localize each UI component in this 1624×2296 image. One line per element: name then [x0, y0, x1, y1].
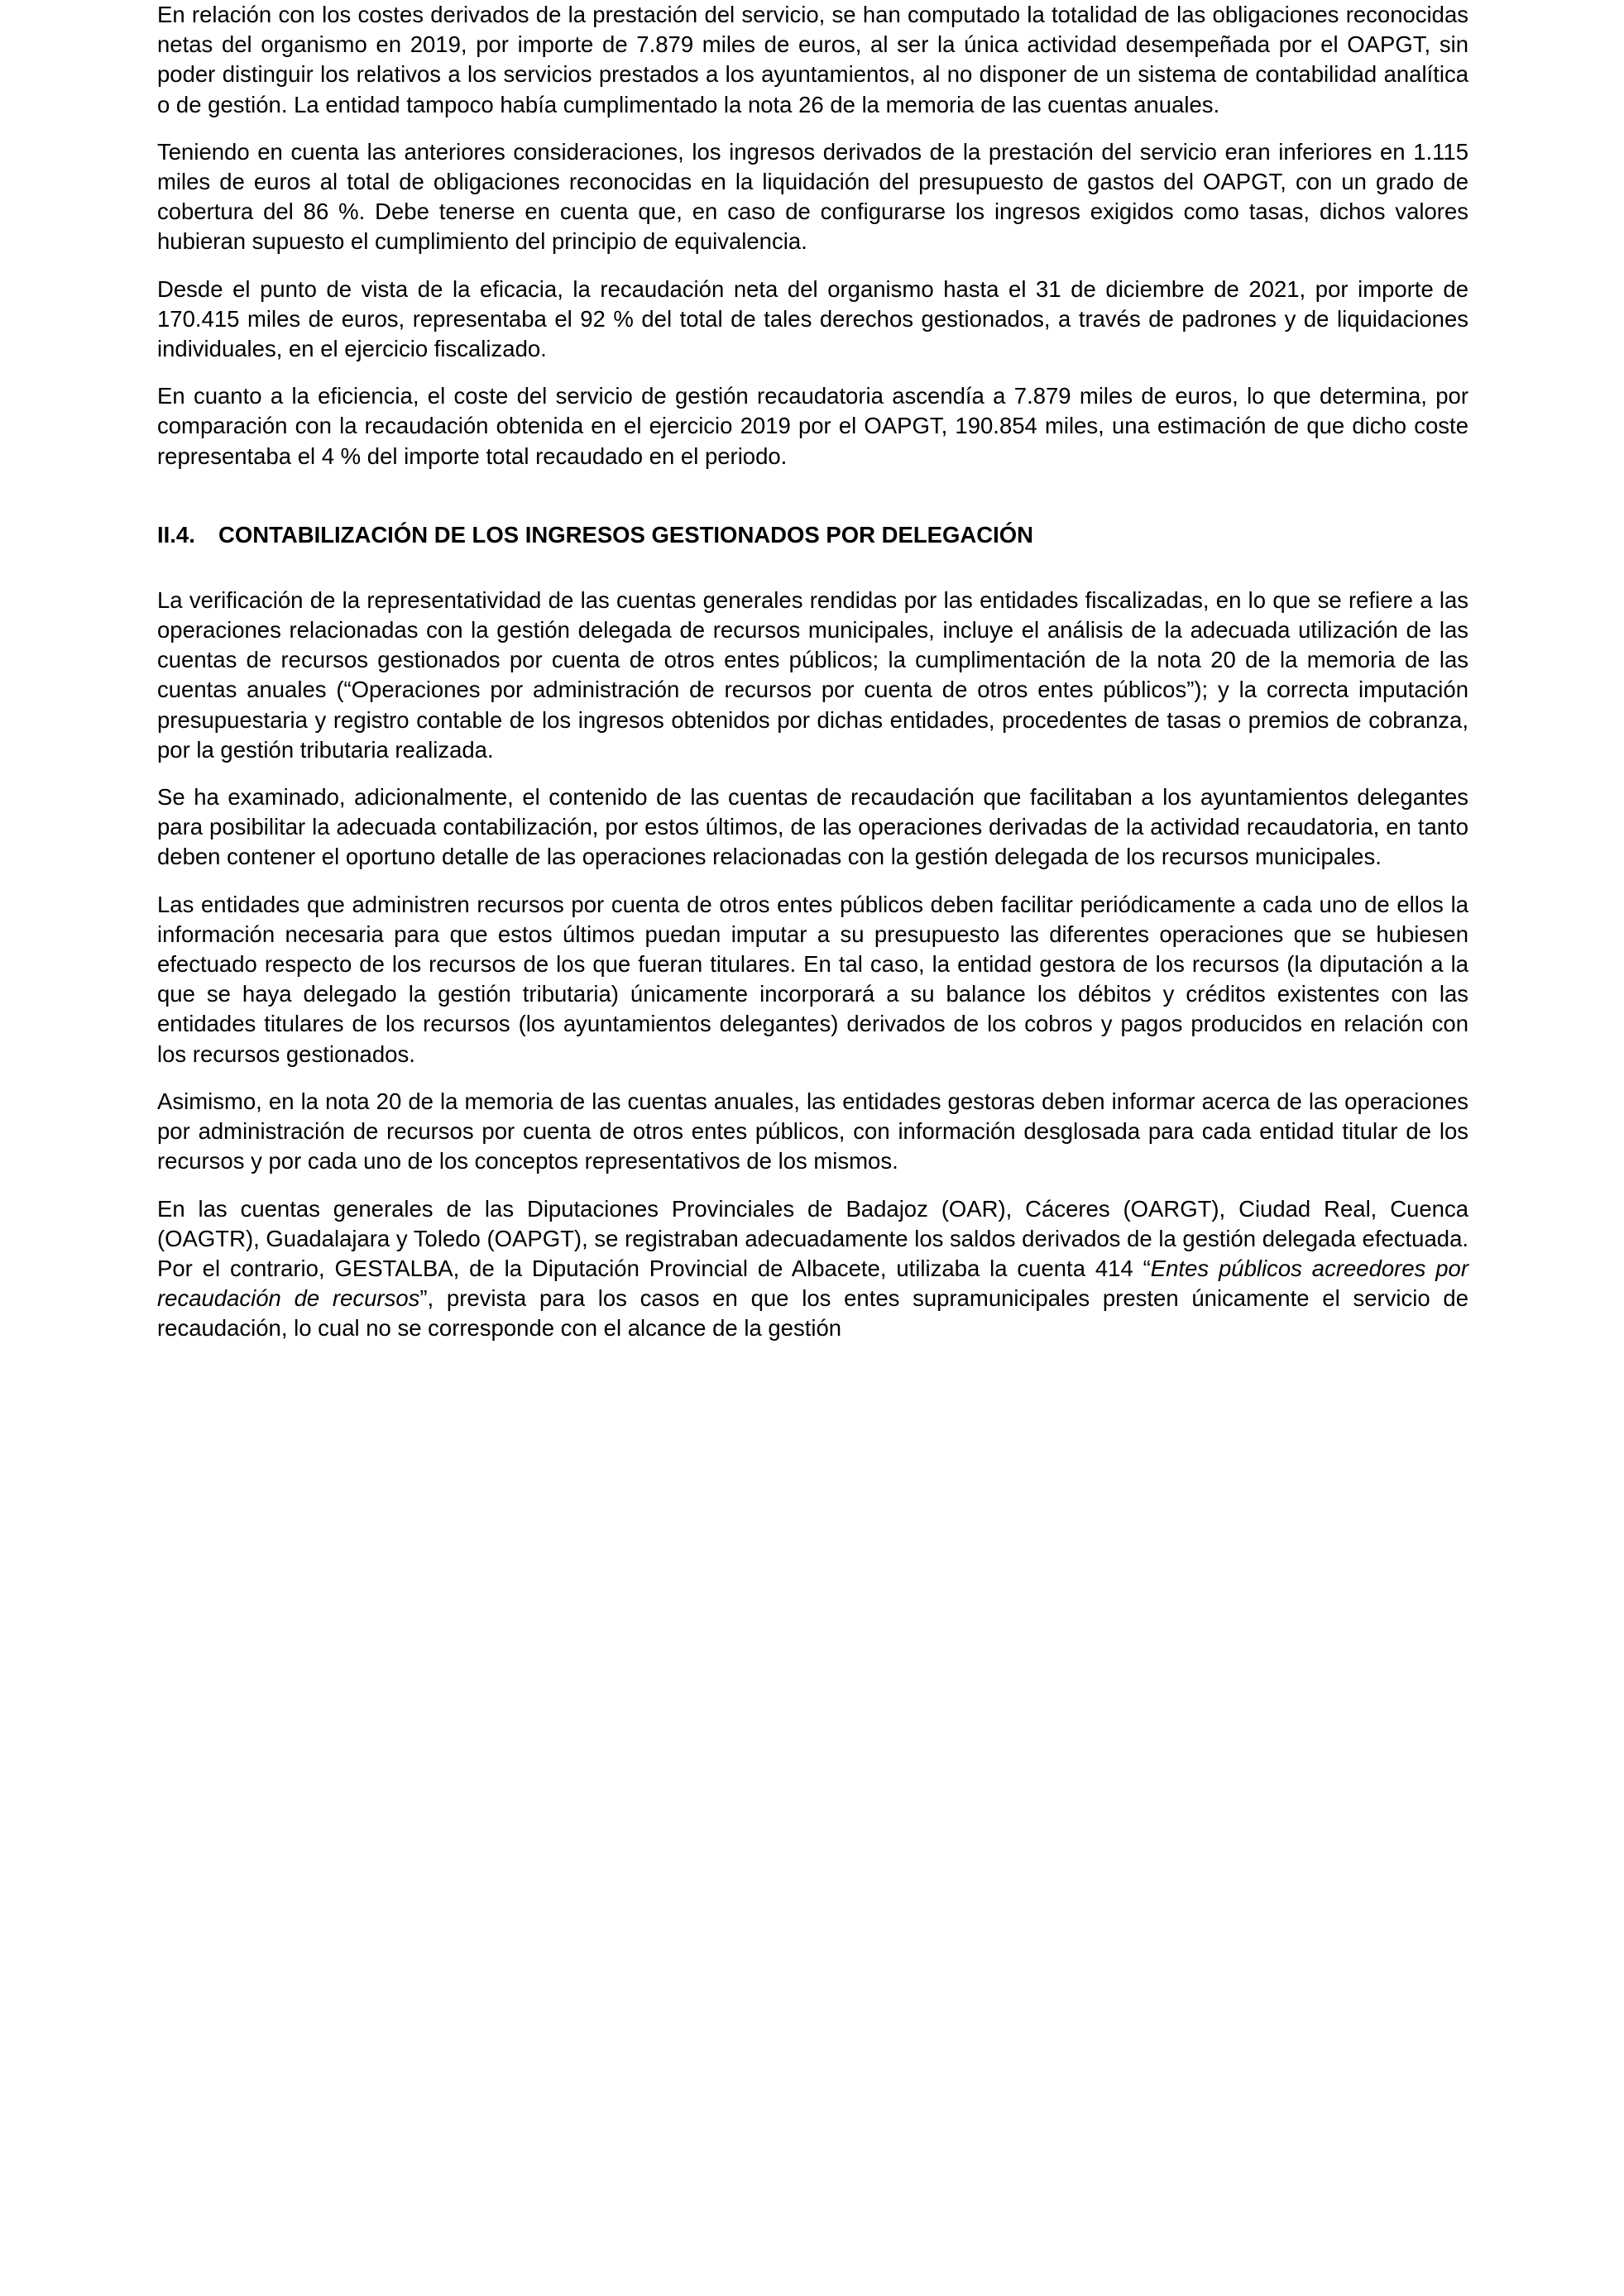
- paragraph-examinado: Se ha examinado, adicionalmente, el contenido de las cuentas de recaudación que facilitaban a los ayuntamientos delegantes para posibilitar la adecuada contabilización, por estos últimos, de las operaciones derivadas de la actividad recaudatoria, en tanto deben contener el oportuno detalle de las operaciones relacionadas con la gestión delegada de los recursos municipales.: [157, 784, 1468, 870]
- section-heading-number: II.4.: [157, 521, 195, 548]
- paragraph-asimismo-nota20: Asimismo, en la nota 20 de la memoria de las cuentas anuales, las entidades gestoras deben informar acerca de las operaciones por administración de recursos por cuenta de otros entes públicos, con información desglosada para cada entidad titular de los recursos y por cada uno de los conceptos representativos de los mismos.: [157, 1088, 1468, 1174]
- page-content-column: [157, 0, 1468, 1344]
- paragraph-entidades-administren: Las entidades que administren recursos por cuenta de otros entes públicos deben facilitar periódicamente a cada uno de ellos la información necesaria para que estos últimos puedan imputar a su presupuesto las diferentes operaciones que se hubiesen efectuado respecto de los recursos de los que fueran titulares. En tal caso, la entidad gestora de los recursos (la diputación a la que se haya delegado la gestión tributaria) únicamente incorporará a su balance los débitos y créditos existentes con las entidades titulares de los recursos (los ayuntamientos delegantes) derivados de los cobros y pagos producidos en relación con los recursos gestionados.: [157, 891, 1468, 1067]
- section-heading: [157, 522, 1468, 548]
- paragraph-cuentas-generales-segment-1: En las cuentas generales de las Diputaciones Provinciales de Badajoz (OAR), Cáceres (OARGT), Ciudad Real, Cuenca (OAGTR), Guadalajara y Toledo (OAPGT), se registraban adecuadamente los saldos derivados de la gestión delegada efectuada. Por el contrario, GESTALBA, de la Diputación Provincial de Albacete, utilizaba la cuenta 414 “: [157, 1195, 1468, 1281]
- paragraph-eficacia: Desde el punto de vista de la eficacia, la recaudación neta del organismo hasta el 31 de diciembre de 2021, por importe de 170.415 miles de euros, representaba el 92 % del total de tales derechos gestionados, a través de padrones y de liquidaciones individuales, en el ejercicio fiscalizado.: [157, 275, 1468, 362]
- paragraph-cuentas-generales: [157, 1194, 1468, 1344]
- paragraph-costes-derivados: En relación con los costes derivados de la prestación del servicio, se han computado la totalidad de las obligaciones reconocidas netas del organismo en 2019, por importe de 7.879 miles de euros, al ser la única actividad desempeñada por el OAPGT, sin poder distinguir los relativos a los servicios prestados a los ayuntamientos, al no disponer de un sistema de contabilidad analítica o de gestión. La entidad tampoco había cumplimentado la nota 26 de la memoria de las cuentas anuales.: [157, 2, 1468, 117]
- paragraph-verificacion: La verificación de la representatividad de las cuentas generales rendidas por las entidades fiscalizadas, en lo que se refiere a las operaciones relacionadas con la gestión delegada de recursos municipales, incluye el análisis de la adecuada utilización de las cuentas de recursos gestionados por cuenta de otros entes públicos; la cumplimentación de la nota 20 de la memoria de las cuentas anuales (“Operaciones por administración de recursos por cuenta de otros entes públicos”); y la correcta imputación presupuestaria y registro contable de los ingresos obtenidos por dichas entidades, procedentes de tasas o premios de cobranza, por la gestión tributaria realizada.: [157, 586, 1468, 763]
- section-heading-title: CONTABILIZACIÓN DE LOS INGRESOS GESTIONADOS POR DELEGACIÓN: [218, 521, 1033, 548]
- paragraph-cuentas-generales-segment-2: ”, prevista para los casos en que los entes supramunicipales presten únicamente el servicio de recaudación, lo cual no se corresponde con el alcance de la gestión: [157, 1285, 1468, 1342]
- paragraph-consideraciones-ingresos: Teniendo en cuenta las anteriores consideraciones, los ingresos derivados de la prestación del servicio eran inferiores en 1.115 miles de euros al total de obligaciones reconocidas en la liquidación del presupuesto de gastos del OAPGT, con un grado de cobertura del 86 %. Debe tenerse en cuenta que, en caso de configurarse los ingresos exigidos como tasas, dichos valores hubieran supuesto el cumplimiento del principio de equivalencia.: [157, 138, 1468, 255]
- paragraph-eficiencia: En cuanto a la eficiencia, el coste del servicio de gestión recaudatoria ascendía a 7.879 miles de euros, lo que determina, por comparación con la recaudación obtenida en el ejercicio 2019 por el OAPGT, 190.854 miles, una estimación de que dicho coste representaba el 4 % del importe total recaudado en el periodo.: [157, 383, 1468, 469]
- account-414-italic-quote: Entes públicos acreedores por recaudación de recursos: [157, 1255, 1468, 1312]
